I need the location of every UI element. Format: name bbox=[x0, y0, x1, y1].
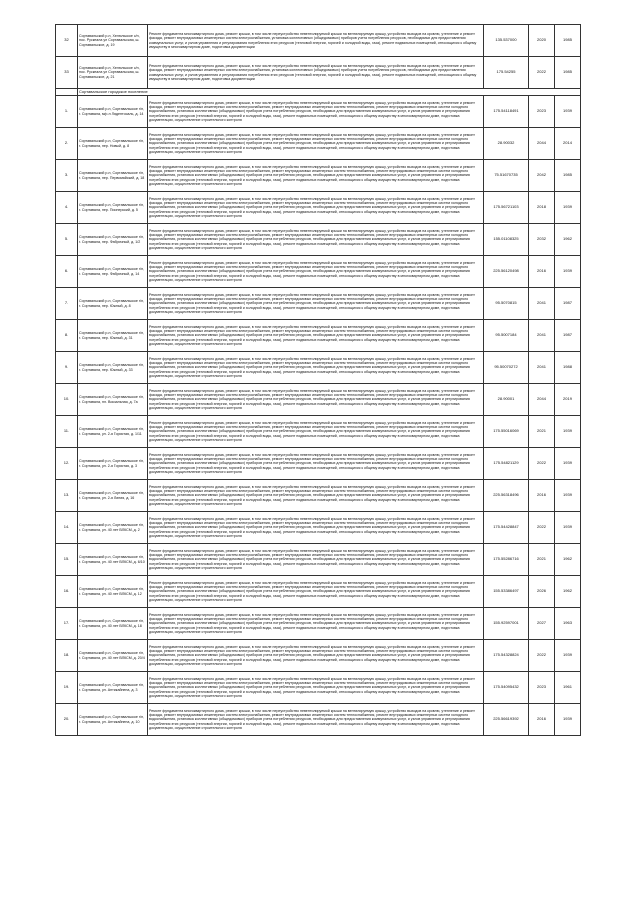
row-work-description bbox=[148, 160, 484, 192]
row-number: 17. bbox=[56, 608, 78, 640]
work-text: Ремонт фундамента многоквартирного дома, ремонт крыши, в том числе переустройство невентилируемой крыши на вентилируемую крышу, устройство выходов на кровлю, утепление и ремонт фасада, ремонт внутридомовых инженерных систем электроснабжения, ремонт внутридомовых инженерных систем теплоснабжения, ремонт внутридомовых инженерных систем холодного водоснабжения, установка коллективных (общедомовых) приборов учета потребления ресурсов, необходимых для предоставления коммунальных услуг, и узлов управления и регулирования потребления этих ресурсов (тепловой энергии, горячей и холодной воды, газа), ремонт подвальных помещений, относящихся к общему имуществу в многоквартирном доме, подготовка документации, осуществление строительного контроля bbox=[149, 453, 475, 474]
row-cost: 28.90032 bbox=[484, 128, 529, 160]
table-row bbox=[56, 128, 581, 160]
row-number: 4. bbox=[56, 192, 78, 224]
section-spacer bbox=[56, 89, 78, 96]
row-year-planned: 2021 bbox=[529, 416, 555, 448]
row-address: Сортавальский р-н, Сортавальское г/п, г. Сортавала, ул. 40 лет ВЛКСМ, д. 2 bbox=[78, 512, 148, 544]
work-text: Ремонт фундамента многоквартирного дома, ремонт крыши, в том числе переустройство невентилируемой крыши на вентилируемую крышу, устройство выходов на кровлю, утепление и ремонт фасада, ремонт внутридомовых инженерных систем электроснабжения, ремонт внутридомовых инженерных систем теплоснабжения, ремонт внутридомовых инженерных систем холодного водоснабжения, установка коллективных (общедомовых) приборов учета потребления ресурсов, необходимых для предоставления коммунальных услуг, и узлов управления и регулирования потребления этих ресурсов (тепловой энергии, горячей и холодной воды, газа), ремонт подвальных помещений, относящихся к общему имуществу в многоквартирном доме, подготовка документации, осуществление строительного контроля bbox=[149, 101, 475, 122]
row-number: 12. bbox=[56, 448, 78, 480]
table-row bbox=[56, 192, 581, 224]
row-number: 7. bbox=[56, 288, 78, 320]
work-text: Ремонт фундамента многоквартирного дома, ремонт крыши, в том числе переустройство невентилируемой крыши на вентилируемую крышу, устройство выходов на кровлю, утепление и ремонт фасада, ремонт внутридомовых инженерных систем электроснабжения, установка коллективных (общедомовых) приборов учета потребления ресурсов, необходимых для предоставления коммунальных услуг, и узлов управления и регулирования потребления этих ресурсов (тепловой энергии, горячей и холодной воды, газа), ремонт подвальных помещений, относящихся к общему имуществу в многоквартирном доме, подготовка документации bbox=[149, 32, 477, 49]
row-year-built: 1939 bbox=[555, 192, 581, 224]
row-cost: 28.90001 bbox=[484, 384, 529, 416]
row-number: 6. bbox=[56, 256, 78, 288]
row-year-built: 1962 bbox=[555, 544, 581, 576]
section-header-row bbox=[56, 89, 581, 96]
table-row bbox=[56, 160, 581, 192]
row-work-description bbox=[148, 288, 484, 320]
row-year-built: 1963 bbox=[555, 608, 581, 640]
row-year-planned: 2042 bbox=[529, 160, 555, 192]
row-work-description bbox=[148, 704, 484, 736]
housing-repair-table bbox=[55, 24, 581, 736]
row-cost: 175.54821129 bbox=[484, 448, 529, 480]
table-body bbox=[56, 25, 581, 736]
row-cost: 175.54255 bbox=[484, 57, 529, 89]
work-text: Ремонт фундамента многоквартирного дома, ремонт крыши, в том числе переустройство невентилируемой крыши на вентилируемую крышу, устройство выходов на кровлю, утепление и ремонт фасада, ремонт внутридомовых инженерных систем электроснабжения, ремонт внутридомовых инженерных систем теплоснабжения, ремонт внутридомовых инженерных систем холодного водоснабжения, установка коллективных (общедомовых) приборов учета потребления ресурсов, необходимых для предоставления коммунальных услуг, и узлов управления и регулирования потребления этих ресурсов (тепловой энергии, горячей и холодной воды, газа), ремонт подвальных помещений, относящихся к общему имуществу в многоквартирном доме, подготовка документации, осуществление строительного контроля bbox=[149, 517, 475, 538]
row-cost: 175.56721103 bbox=[484, 192, 529, 224]
row-address: Сортавальский р-н, Сортавальское г/п, г. Сортавала, ул. 40 лет ВЛКСМ, д. 6/10 bbox=[78, 544, 148, 576]
table-row bbox=[56, 57, 581, 89]
work-text: Ремонт фундамента многоквартирного дома, ремонт крыши, в том числе переустройство невентилируемой крыши на вентилируемую крышу, устройство выходов на кровлю, утепление и ремонт фасада, ремонт внутридомовых инженерных систем электроснабжения, ремонт внутридомовых инженерных систем теплоснабжения, ремонт внутридомовых инженерных систем холодного водоснабжения, установка коллективных (общедомовых) приборов учета потребления ресурсов, необходимых для предоставления коммунальных услуг, и узлов управления и регулирования потребления этих ресурсов (тепловой энергии, горячей и холодной воды, газа), ремонт подвальных помещений, относящихся к общему имуществу в многоквартирном доме, подготовка документации, осуществление строительного контроля bbox=[149, 293, 475, 314]
row-year-planned: 2016 bbox=[529, 256, 555, 288]
work-text: Ремонт фундамента многоквартирного дома, ремонт крыши, в том числе переустройство невентилируемой крыши на вентилируемую крышу, устройство выходов на кровлю, утепление и ремонт фасада, ремонт внутридомовых инженерных систем электроснабжения, ремонт внутридомовых инженерных систем теплоснабжения, ремонт внутридомовых инженерных систем холодного водоснабжения, установка коллективных (общедомовых) приборов учета потребления ресурсов, необходимых для предоставления коммунальных услуг, и узлов управления и регулирования потребления этих ресурсов (тепловой энергии, горячей и холодной воды, газа), ремонт подвальных помещений, относящихся к общему имуществу в многоквартирном доме, подготовка документации, осуществление строительного контроля bbox=[149, 325, 475, 346]
row-year-built: 1939 bbox=[555, 480, 581, 512]
row-work-description bbox=[148, 320, 484, 352]
row-year-built: 1939 bbox=[555, 640, 581, 672]
row-work-description bbox=[148, 672, 484, 704]
row-year-planned: 2044 bbox=[529, 384, 555, 416]
table-row bbox=[56, 544, 581, 576]
row-work-description bbox=[148, 57, 484, 89]
row-work-description bbox=[148, 448, 484, 480]
row-year-built: 1939 bbox=[555, 416, 581, 448]
row-year-planned: 2022 bbox=[529, 640, 555, 672]
row-address: Сортавальский р-н, Сортавальское г/п, г. Сортавала, пер. Южный, д. 8 bbox=[78, 288, 148, 320]
row-address: Сортавальский р-н, Сортавальское г/п, г. Сортавала, пл. Вокзальная, д. 7а bbox=[78, 384, 148, 416]
table-row bbox=[56, 416, 581, 448]
row-cost: 225.56120498 bbox=[484, 256, 529, 288]
row-address: Сортавальский р-н, Сортавальское г/п, г. Сортавала, ул. Антикайнена, д. 10 bbox=[78, 704, 148, 736]
work-text: Ремонт фундамента многоквартирного дома, ремонт крыши, в том числе переустройство невентилируемой крыши на вентилируемую крышу, устройство выходов на кровлю, утепление и ремонт фасада, ремонт внутридомовых инженерных систем электроснабжения, ремонт внутридомовых инженерных систем теплоснабжения, ремонт внутридомовых инженерных систем холодного водоснабжения, установка коллективных (общедомовых) приборов учета потребления ресурсов, необходимых для предоставления коммунальных услуг, и узлов управления и регулирования потребления этих ресурсов (тепловой энергии, горячей и холодной воды, газа), ремонт подвальных помещений, относящихся к общему имуществу в многоквартирном доме, подготовка документации, осуществление строительного контроля bbox=[149, 133, 475, 154]
table-row bbox=[56, 96, 581, 128]
row-cost: 155.92597001 bbox=[484, 608, 529, 640]
row-work-description bbox=[148, 352, 484, 384]
row-year-planned: 2032 bbox=[529, 224, 555, 256]
table-row bbox=[56, 256, 581, 288]
row-cost: 95.50070272 bbox=[484, 352, 529, 384]
row-address: Сортавальский р-н, Хелюльское с/п, пос. Рускеала ул Сортавальская, ш. Сортавальское, д. 19 bbox=[78, 25, 148, 57]
row-year-planned: 2020 bbox=[529, 25, 555, 57]
row-year-built: 1988 bbox=[555, 352, 581, 384]
work-text: Ремонт фундамента многоквартирного дома, ремонт крыши, в том числе переустройство невентилируемой крыши на вентилируемую крышу, устройство выходов на кровлю, утепление и ремонт фасада, ремонт внутридомовых инженерных систем электроснабжения, ремонт внутридомовых инженерных систем теплоснабжения, ремонт внутридомовых инженерных систем холодного водоснабжения, установка коллективных (общедомовых) приборов учета потребления ресурсов, необходимых для предоставления коммунальных услуг, и узлов управления и регулирования потребления этих ресурсов (тепловой энергии, горячей и холодной воды, газа), ремонт подвальных помещений, относящихся к общему имуществу в многоквартирном доме, подготовка документации, осуществление строительного контроля bbox=[149, 709, 475, 730]
row-address: Сортавальский р-н, Сортавальское г/п, г. Сортавала, ул. 40 лет ВЛКСМ, д. 18 bbox=[78, 608, 148, 640]
row-cost: 155.53386497 bbox=[484, 576, 529, 608]
row-work-description bbox=[148, 608, 484, 640]
row-work-description bbox=[148, 544, 484, 576]
work-text: Ремонт фундамента многоквартирного дома, ремонт крыши, в том числе переустройство невентилируемой крыши на вентилируемую крышу, устройство выходов на кровлю, утепление и ремонт фасада, ремонт внутридомовых инженерных систем электроснабжения, ремонт внутридомовых инженерных систем теплоснабжения, ремонт внутридомовых инженерных систем холодного водоснабжения, установка коллективных (общедомовых) приборов учета потребления ресурсов, необходимых для предоставления коммунальных услуг, и узлов управления и регулирования потребления этих ресурсов (тепловой энергии, горячей и холодной воды, газа), ремонт подвальных помещений, относящихся к общему имуществу в многоквартирном доме, подготовка документации, осуществление строительного контроля bbox=[149, 357, 475, 378]
row-year-planned: 2041 bbox=[529, 288, 555, 320]
work-text: Ремонт фундамента многоквартирного дома, ремонт крыши, в том числе переустройство невентилируемой крыши на вентилируемую крышу, устройство выходов на кровлю, утепление и ремонт фасада, ремонт внутридомовых инженерных систем электроснабжения, ремонт внутридомовых инженерных систем теплоснабжения, ремонт внутридомовых инженерных систем холодного водоснабжения, установка коллективных (общедомовых) приборов учета потребления ресурсов, необходимых для предоставления коммунальных услуг, и узлов управления и регулирования потребления этих ресурсов (тепловой энергии, горячей и холодной воды, газа), ремонт подвальных помещений, относящихся к общему имуществу в многоквартирном доме, подготовка документации, осуществление строительного контроля bbox=[149, 165, 475, 186]
table-row bbox=[56, 576, 581, 608]
row-address: Сортавальский р-н, Сортавальское г/п, г. Сортавала, пер. Фабричный, д. 1/2 bbox=[78, 224, 148, 256]
row-address: Сортавальский р-н, Хелюльское с/п, пос. Рускеала ул Сортавальская, ш. Сортавальское, д. 21 bbox=[78, 57, 148, 89]
row-address: Сортавальский р-н, Сортавальское г/п, г. Сортавала, пер. Первомайский, д. 18 bbox=[78, 160, 148, 192]
row-work-description bbox=[148, 416, 484, 448]
table-row bbox=[56, 672, 581, 704]
table-row bbox=[56, 352, 581, 384]
table-row bbox=[56, 608, 581, 640]
row-address: Сортавальский р-н, Сортавальское г/п, г. Сортавала, м/р-н Лядентосаль, д. 14 bbox=[78, 96, 148, 128]
row-cost: 225.56619392 bbox=[484, 704, 529, 736]
row-number: 10. bbox=[56, 384, 78, 416]
row-year-planned: 2044 bbox=[529, 128, 555, 160]
row-number: 1. bbox=[56, 96, 78, 128]
row-work-description bbox=[148, 25, 484, 57]
table-row bbox=[56, 512, 581, 544]
row-year-built: 2019 bbox=[555, 384, 581, 416]
table-row bbox=[56, 288, 581, 320]
row-year-built: 1962 bbox=[555, 576, 581, 608]
row-year-planned: 2041 bbox=[529, 320, 555, 352]
row-year-built: 1962 bbox=[555, 224, 581, 256]
row-number: 20. bbox=[56, 704, 78, 736]
row-number: 19. bbox=[56, 672, 78, 704]
row-year-built: 1987 bbox=[555, 288, 581, 320]
row-year-built: 1939 bbox=[555, 256, 581, 288]
row-number: 8. bbox=[56, 320, 78, 352]
work-text: Ремонт фундамента многоквартирного дома, ремонт крыши, в том числе переустройство невентилируемой крыши на вентилируемую крышу, устройство выходов на кровлю, утепление и ремонт фасада, ремонт внутридомовых инженерных систем электроснабжения, ремонт внутридомовых инженерных систем теплоснабжения, ремонт внутридомовых инженерных систем холодного водоснабжения, установка коллективных (общедомовых) приборов учета потребления ресурсов, необходимых для предоставления коммунальных услуг, и узлов управления и регулирования потребления этих ресурсов (тепловой энергии, горячей и холодной воды, газа), ремонт подвальных помещений, относящихся к общему имуществу в многоквартирном доме, подготовка документации, осуществление строительного контроля bbox=[149, 677, 475, 698]
row-number: 2. bbox=[56, 128, 78, 160]
document-sheet bbox=[55, 24, 580, 736]
row-number: 9. bbox=[56, 352, 78, 384]
row-cost: 175.55016069 bbox=[484, 416, 529, 448]
row-address: Сортавальский р-н, Сортавальское г/п, г. Сортавала, ул. 40 лет ВЛКСМ, д. 12 bbox=[78, 576, 148, 608]
row-year-planned: 2023 bbox=[529, 96, 555, 128]
row-year-planned: 2016 bbox=[529, 704, 555, 736]
row-year-built: 1985 bbox=[555, 57, 581, 89]
section-title: Сортавальское городское поселение bbox=[78, 89, 581, 96]
row-work-description bbox=[148, 640, 484, 672]
work-text: Ремонт фундамента многоквартирного дома, ремонт крыши, в том числе переустройство невентилируемой крыши на вентилируемую крышу, устройство выходов на кровлю, утепление и ремонт фасада, ремонт внутридомовых инженерных систем электроснабжения, ремонт внутридомовых инженерных систем теплоснабжения, ремонт внутридомовых инженерных систем холодного водоснабжения, установка коллективных (общедомовых) приборов учета потребления ресурсов, необходимых для предоставления коммунальных услуг, и узлов управления и регулирования потребления этих ресурсов (тепловой энергии, горячей и холодной воды, газа), ремонт подвальных помещений, относящихся к общему имуществу в многоквартирном доме, подготовка документации, осуществление строительного контроля bbox=[149, 613, 475, 634]
row-number: 13. bbox=[56, 480, 78, 512]
row-address: Сортавальский р-н, Сортавальское г/п, г. Сортавала, пер. Южный, д. 33 bbox=[78, 352, 148, 384]
row-year-built: 1939 bbox=[555, 512, 581, 544]
row-year-built: 1985 bbox=[555, 160, 581, 192]
row-cost: 95.5070815 bbox=[484, 288, 529, 320]
row-address: Сортавальский р-н, Сортавальское г/п, г. Сортавала, ул. 2-я Линия, д. 16 bbox=[78, 480, 148, 512]
table-row bbox=[56, 640, 581, 672]
row-cost: 225.56318496 bbox=[484, 480, 529, 512]
row-year-built: 1987 bbox=[555, 320, 581, 352]
row-address: Сортавальский р-н, Сортавальское г/п, г. Сортавала, ул. Антикайнена, д. 3 bbox=[78, 672, 148, 704]
row-year-built: 1985 bbox=[555, 25, 581, 57]
row-number: 32 bbox=[56, 25, 78, 57]
row-year-built: 1961 bbox=[555, 672, 581, 704]
row-number: 11. bbox=[56, 416, 78, 448]
row-work-description bbox=[148, 384, 484, 416]
row-number: 33 bbox=[56, 57, 78, 89]
table-row bbox=[56, 320, 581, 352]
work-text: Ремонт фундамента многоквартирного дома, ремонт крыши, в том числе переустройство невентилируемой крыши на вентилируемую крышу, устройство выходов на кровлю, утепление и ремонт фасада, ремонт внутридомовых инженерных систем электроснабжения, ремонт внутридомовых инженерных систем теплоснабжения, ремонт внутридомовых инженерных систем холодного водоснабжения, установка коллективных (общедомовых) приборов учета потребления ресурсов, необходимых для предоставления коммунальных услуг, и узлов управления и регулирования потребления этих ресурсов (тепловой энергии, горячей и холодной воды, газа), ремонт подвальных помещений, относящихся к общему имуществу в многоквартирном доме, подготовка документации, осуществление строительного контроля bbox=[149, 197, 475, 218]
work-text: Ремонт фундамента многоквартирного дома, ремонт крыши, в том числе переустройство невентилируемой крыши на вентилируемую крышу, устройство выходов на кровлю, утепление и ремонт фасада, ремонт внутридомовых инженерных систем электроснабжения, ремонт внутридомовых инженерных систем теплоснабжения, ремонт внутридомовых инженерных систем холодного водоснабжения, установка коллективных (общедомовых) приборов учета потребления ресурсов, необходимых для предоставления коммунальных услуг, и узлов управления и регулирования потребления этих ресурсов (тепловой энергии, горячей и холодной воды, газа), ремонт подвальных помещений, относящихся к общему имуществу в многоквартирном доме, подготовка документации, осуществление строительного контроля bbox=[149, 549, 475, 570]
row-cost: 95.5007184 bbox=[484, 320, 529, 352]
row-address: Сортавальский р-н, Сортавальское г/п, г. Сортавала, пер. Фабричный, д. 14 bbox=[78, 256, 148, 288]
work-text: Ремонт фундамента многоквартирного дома, ремонт крыши, в том числе переустройство невентилируемой крыши на вентилируемую крышу, устройство выходов на кровлю, утепление и ремонт фасада, ремонт внутридомовых инженерных систем электроснабжения, ремонт внутридомовых инженерных систем теплоснабжения, ремонт внутридомовых инженерных систем холодного водоснабжения, установка коллективных (общедомовых) приборов учета потребления ресурсов, необходимых для предоставления коммунальных услуг, и узлов управления и регулирования потребления этих ресурсов (тепловой энергии, горячей и холодной воды, газа), ремонт подвальных помещений, относящихся к общему имуществу в многоквартирном доме, подготовка документации, осуществление строительного контроля bbox=[149, 261, 475, 282]
table-row bbox=[56, 448, 581, 480]
row-work-description bbox=[148, 480, 484, 512]
row-year-planned: 2022 bbox=[529, 512, 555, 544]
row-number: 5. bbox=[56, 224, 78, 256]
row-number: 3. bbox=[56, 160, 78, 192]
row-cost: 135.537000 bbox=[484, 25, 529, 57]
row-number: 15. bbox=[56, 544, 78, 576]
row-work-description bbox=[148, 512, 484, 544]
table-row bbox=[56, 704, 581, 736]
work-text: Ремонт фундамента многоквартирного дома, ремонт крыши, в том числе переустройство невентилируемой крыши на вентилируемую крышу, устройство выходов на кровлю, утепление и ремонт фасада, ремонт внутридомовых инженерных систем электроснабжения, ремонт внутридомовых инженерных систем теплоснабжения, ремонт внутридомовых инженерных систем холодного водоснабжения, установка коллективных (общедомовых) приборов учета потребления ресурсов, необходимых для предоставления коммунальных услуг, и узлов управления и регулирования потребления этих ресурсов (тепловой энергии, горячей и холодной воды, газа), ремонт подвальных помещений, относящихся к общему имуществу в многоквартирном доме, подготовка документации, осуществление строительного контроля bbox=[149, 581, 475, 602]
row-number: 16. bbox=[56, 576, 78, 608]
row-address: Сортавальский р-н, Сортавальское г/п, г. Сортавала, пер. Пионерский, д. 5 bbox=[78, 192, 148, 224]
row-cost: 75.51670735 bbox=[484, 160, 529, 192]
table-row bbox=[56, 224, 581, 256]
row-cost: 175.54428847 bbox=[484, 512, 529, 544]
row-address: Сортавальский р-н, Сортавальское г/п, г. Сортавала, пер. Новый, д. 8 bbox=[78, 128, 148, 160]
row-number: 14. bbox=[56, 512, 78, 544]
row-work-description bbox=[148, 96, 484, 128]
row-year-planned: 2021 bbox=[529, 544, 555, 576]
row-cost: 175.54118491 bbox=[484, 96, 529, 128]
row-year-built: 1939 bbox=[555, 448, 581, 480]
row-cost: 175.55286716 bbox=[484, 544, 529, 576]
row-address: Сортавальский р-н, Сортавальское г/п, г. Сортавала, пер. Южный, д. 31 bbox=[78, 320, 148, 352]
work-text: Ремонт фундамента многоквартирного дома, ремонт крыши, в том числе переустройство невентилируемой крыши на вентилируемую крышу, устройство выходов на кровлю, утепление и ремонт фасада, ремонт внутридомовых инженерных систем электроснабжения, ремонт внутридомовых инженерных систем теплоснабжения, ремонт внутридомовых инженерных систем холодного водоснабжения, установка коллективных (общедомовых) приборов учета потребления ресурсов, необходимых для предоставления коммунальных услуг, и узлов управления и регулирования потребления этих ресурсов (тепловой энергии, горячей и холодной воды, газа), ремонт подвальных помещений, относящихся к общему имуществу в многоквартирном доме, подготовка документации, осуществление строительного контроля bbox=[149, 421, 475, 442]
table-row bbox=[56, 384, 581, 416]
row-year-built: 1939 bbox=[555, 96, 581, 128]
row-address: Сортавальский р-н, Сортавальское г/п, г. Сортавала, ул. 40 лет ВЛКСМ, д. 20/4 bbox=[78, 640, 148, 672]
row-cost: 155.01108325 bbox=[484, 224, 529, 256]
row-year-planned: 2022 bbox=[529, 448, 555, 480]
row-year-built: 1939 bbox=[555, 704, 581, 736]
row-work-description bbox=[148, 256, 484, 288]
row-address: Сортавальский р-н, Сортавальское г/п, г. Сортавала, ул. 2-я Гористая, д. 3 bbox=[78, 448, 148, 480]
row-year-planned: 2027 bbox=[529, 608, 555, 640]
row-work-description bbox=[148, 576, 484, 608]
row-year-planned: 2041 bbox=[529, 352, 555, 384]
row-number: 18. bbox=[56, 640, 78, 672]
work-text: Ремонт фундамента многоквартирного дома, ремонт крыши, в том числе переустройство невентилируемой крыши на вентилируемую крышу, устройство выходов на кровлю, утепление и ремонт фасада, ремонт внутридомовых инженерных систем электроснабжения, ремонт внутридомовых инженерных систем теплоснабжения, ремонт внутридомовых инженерных систем холодного водоснабжения, установка коллективных (общедомовых) приборов учета потребления ресурсов, необходимых для предоставления коммунальных услуг, и узлов управления и регулирования потребления этих ресурсов (тепловой энергии, горячей и холодной воды, газа), ремонт подвальных помещений, относящихся к общему имуществу в многоквартирном доме, подготовка документации, осуществление строительного контроля bbox=[149, 229, 475, 250]
row-year-planned: 2022 bbox=[529, 57, 555, 89]
work-text: Ремонт фундамента многоквартирного дома, ремонт крыши, в том числе переустройство невентилируемой крыши на вентилируемую крышу, устройство выходов на кровлю, утепление и ремонт фасада, ремонт внутридомовых инженерных систем электроснабжения, ремонт внутридомовых инженерных систем теплоснабжения, ремонт внутридомовых инженерных систем холодного водоснабжения, установка коллективных (общедомовых) приборов учета потребления ресурсов, необходимых для предоставления коммунальных услуг, и узлов управления и регулирования потребления этих ресурсов (тепловой энергии, горячей и холодной воды, газа), ремонт подвальных помещений, относящихся к общему имуществу в многоквартирном доме, подготовка документации, осуществление строительного контроля bbox=[149, 645, 475, 666]
row-work-description bbox=[148, 128, 484, 160]
work-text: Ремонт фундамента многоквартирного дома, ремонт крыши, в том числе переустройство невентилируемой крыши на вентилируемую крышу, устройство выходов на кровлю, утепление и ремонт фасада, ремонт внутридомовых инженерных систем электроснабжения, ремонт внутридомовых инженерных систем теплоснабжения, ремонт внутридомовых инженерных систем холодного водоснабжения, установка коллективных (общедомовых) приборов учета потребления ресурсов, необходимых для предоставления коммунальных услуг, и узлов управления и регулирования потребления этих ресурсов (тепловой энергии, горячей и холодной воды, газа), ремонт подвальных помещений, относящихся к общему имуществу в многоквартирном доме, подготовка документации, осуществление строительного контроля bbox=[149, 389, 475, 410]
row-work-description bbox=[148, 224, 484, 256]
work-text: Ремонт фундамента многоквартирного дома, ремонт крыши, в том числе переустройство невентилируемой крыши на вентилируемую крышу, устройство выходов на кровлю, утепление и ремонт фасада, ремонт внутридомовых инженерных систем электроснабжения, установка коллективных (общедомовых) приборов учета потребления ресурсов, необходимых для предоставления коммунальных услуг, и узлов управления и регулирования потребления этих ресурсов (тепловой энергии, горячей и холодной воды, газа), ремонт подвальных помещений, относящихся к общему имуществу в многоквартирном доме, подготовка документации bbox=[149, 64, 477, 81]
work-text: Ремонт фундамента многоквартирного дома, ремонт крыши, в том числе переустройство невентилируемой крыши на вентилируемую крышу, устройство выходов на кровлю, утепление и ремонт фасада, ремонт внутридомовых инженерных систем электроснабжения, ремонт внутридомовых инженерных систем теплоснабжения, ремонт внутридомовых инженерных систем холодного водоснабжения, установка коллективных (общедомовых) приборов учета потребления ресурсов, необходимых для предоставления коммунальных услуг, и узлов управления и регулирования потребления этих ресурсов (тепловой энергии, горячей и холодной воды, газа), ремонт подвальных помещений, относящихся к общему имуществу в многоквартирном доме, подготовка документации, осуществление строительного контроля bbox=[149, 485, 475, 506]
row-cost: 175.54328824 bbox=[484, 640, 529, 672]
row-year-built: 2014 bbox=[555, 128, 581, 160]
row-address: Сортавальский р-н, Сортавальское г/п, г. Сортавала, ул. 2-я Гористая, д. 1/11 bbox=[78, 416, 148, 448]
row-work-description bbox=[148, 192, 484, 224]
row-year-planned: 2016 bbox=[529, 480, 555, 512]
table-row bbox=[56, 25, 581, 57]
row-year-planned: 2018 bbox=[529, 192, 555, 224]
row-cost: 175.54095432 bbox=[484, 672, 529, 704]
table-row bbox=[56, 480, 581, 512]
row-year-planned: 2026 bbox=[529, 576, 555, 608]
row-year-planned: 2023 bbox=[529, 672, 555, 704]
